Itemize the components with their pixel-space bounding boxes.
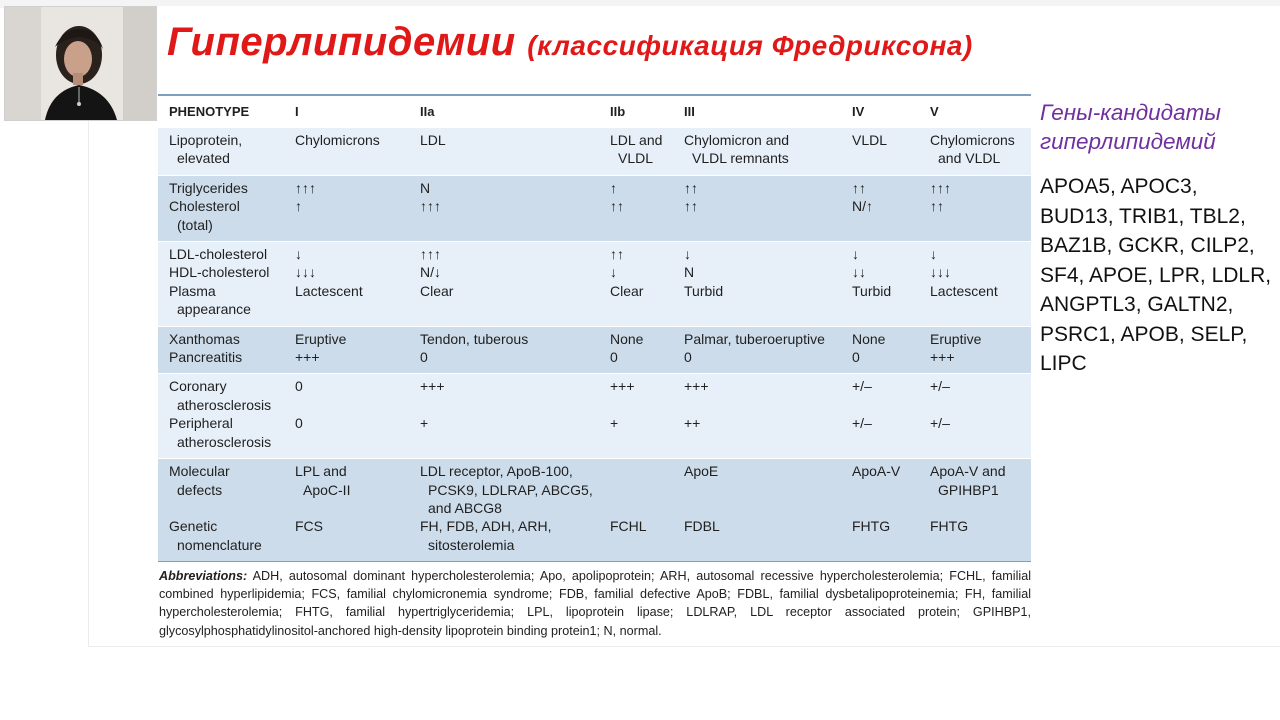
table-row: [158, 242, 1031, 264]
cell-line: ↑↑: [610, 246, 624, 263]
table-cell: [840, 517, 918, 561]
cell-line: LDL-cholesterol: [169, 246, 268, 263]
cell-line: Lactescent: [930, 282, 998, 299]
cell-line: FHTG: [930, 518, 969, 535]
fredrickson-phenotype-table: [158, 94, 1031, 562]
cell-line: HDL-cholesterol: [169, 264, 270, 281]
cell-line: Coronary: [169, 378, 227, 395]
cell-line: N/↓: [420, 264, 441, 281]
cell-line: Turbid: [852, 282, 892, 299]
cell-line: +: [610, 415, 619, 432]
table-cell: [408, 374, 598, 414]
cell-line: ++: [684, 415, 701, 432]
cell-line: Chylomicrons: [295, 132, 380, 148]
cell-line: GPIHBP1: [938, 481, 999, 498]
table-cell: [408, 197, 598, 241]
table-cell: [598, 326, 672, 348]
candidate-genes-list: APOA5, APOC3, BUD13, TRIB1, TBL2, BAZ1B, GCKR, CILP2, SF4, APOE, LPR, LDLR, ANGPTL3, GALTN2, PSRC1, APOB, SELP, LIPC: [1040, 175, 1272, 375]
table-cell: [598, 459, 672, 518]
row-label-cell: [158, 414, 283, 458]
cell-line: None: [610, 330, 644, 347]
table-cell: [598, 263, 672, 281]
table-cell: [840, 348, 918, 374]
cell-line: Peripheral: [169, 415, 233, 432]
abbreviations-footnote: [159, 567, 1031, 640]
table-cell: [840, 197, 918, 241]
candidate-genes-heading-line1: Гены-кандидаты: [1040, 100, 1221, 125]
table-row: [158, 175, 1031, 197]
cell-line: Xanthomas: [169, 330, 240, 347]
cell-line: N: [684, 264, 695, 281]
cell-line: ↓: [684, 246, 691, 263]
table-row: [158, 326, 1031, 348]
table-cell: [672, 517, 840, 561]
table-cell: [598, 282, 672, 326]
cell-line: ↑↑: [610, 198, 624, 215]
table-cell: [283, 175, 408, 197]
table-row: [158, 459, 1031, 518]
cell-line: ↑↑↑: [930, 179, 951, 196]
table-cell: [840, 128, 918, 176]
table-cell: [408, 282, 598, 326]
cell-line: ApoA-V and: [930, 463, 1006, 480]
cell-line: Palmar, tuberoeruptive: [684, 330, 825, 347]
cell-line: LDL: [420, 132, 446, 148]
cell-line: N/↑: [852, 198, 873, 215]
table-cell: [283, 517, 408, 561]
cell-line: LPL and: [295, 463, 347, 480]
table-cell: [918, 517, 1031, 561]
cell-line: ↑: [610, 179, 617, 196]
cell-line: VLDL: [618, 150, 654, 167]
cell-line: VLDL: [852, 132, 888, 148]
cell-line: ↑↑↑: [295, 179, 316, 196]
row-label-cell: [158, 374, 283, 414]
table-cell: [840, 459, 918, 518]
table-cell: [598, 128, 672, 176]
table-cell: [283, 263, 408, 281]
column-header: I: [283, 96, 408, 128]
table-cell: [918, 197, 1031, 241]
cell-line: Lipoprotein,: [169, 132, 243, 148]
abbreviations-label: Abbreviations:: [159, 569, 248, 583]
cell-line: ↓: [610, 264, 617, 281]
cell-line: ↑↑: [930, 198, 944, 215]
column-header: IIb: [598, 96, 672, 128]
table-cell: [918, 414, 1031, 458]
table-cell: [918, 326, 1031, 348]
table-row: [158, 374, 1031, 414]
table-cell: [672, 374, 840, 414]
table-cell: [408, 348, 598, 374]
column-header: IV: [840, 96, 918, 128]
cell-line: ↑↑: [852, 179, 866, 196]
table-cell: [598, 414, 672, 458]
table-header-row: [158, 96, 1031, 128]
cell-line: Plasma: [169, 282, 216, 299]
cell-line: ↑↑↑: [420, 246, 441, 263]
table-cell: [283, 242, 408, 264]
cell-line: +++: [930, 349, 955, 366]
table-cell: [408, 414, 598, 458]
table-cell: [408, 326, 598, 348]
row-label-cell: [158, 175, 283, 197]
table-cell: [840, 242, 918, 264]
row-label-cell: [158, 197, 283, 241]
cell-line: Lactescent: [295, 282, 363, 299]
cell-line: (total): [177, 216, 213, 233]
table-cell: [408, 128, 598, 176]
row-label-cell: [158, 242, 283, 264]
cell-line: ↑↑: [684, 198, 698, 215]
row-label-cell: [158, 263, 283, 281]
table-cell: [283, 282, 408, 326]
cell-line: ↑↑↑: [420, 198, 441, 215]
table-cell: [598, 348, 672, 374]
cell-line: FHTG: [852, 518, 891, 535]
cell-line: defects: [177, 481, 223, 498]
cell-line: +++: [295, 349, 320, 366]
cell-line: and ABCG8: [428, 499, 502, 516]
cell-line: Clear: [420, 282, 454, 299]
cell-line: None: [852, 330, 886, 347]
cell-line: +++: [684, 378, 709, 395]
table-cell: [598, 175, 672, 197]
row-label-cell: [158, 128, 283, 176]
cell-line: ↓↓↓: [930, 264, 951, 281]
cell-line: Chylomicrons: [930, 132, 1015, 148]
table-cell: [283, 326, 408, 348]
cell-line: ApoC-II: [303, 481, 351, 498]
table-cell: [598, 197, 672, 241]
table-cell: [840, 175, 918, 197]
cell-line: Cholesterol: [169, 198, 240, 215]
column-header: PHENOTYPE: [158, 96, 283, 128]
table-cell: [283, 348, 408, 374]
table-body: [158, 128, 1031, 562]
cell-line: and VLDL: [938, 150, 1001, 167]
cell-line: 0: [420, 349, 428, 366]
cell-line: FDBL: [684, 518, 720, 535]
table-cell: [918, 128, 1031, 176]
table-cell: [672, 282, 840, 326]
cell-line: nomenclature: [177, 536, 262, 553]
cell-line: +/–: [852, 415, 872, 432]
cell-line: Clear: [610, 282, 644, 299]
cell-line: ApoA-V: [852, 463, 901, 480]
cell-line: +/–: [930, 378, 950, 395]
cell-line: 0: [852, 349, 860, 366]
cell-line: ↓: [852, 246, 859, 263]
table-cell: [672, 128, 840, 176]
table-cell: [918, 459, 1031, 518]
table-cell: [840, 374, 918, 414]
table-cell: [672, 459, 840, 518]
table-cell: [918, 175, 1031, 197]
table-cell: [918, 263, 1031, 281]
column-header: III: [672, 96, 840, 128]
cell-line: Pancreatitis: [169, 349, 243, 366]
cell-line: Triglycerides: [169, 179, 248, 196]
table-cell: [672, 414, 840, 458]
table-cell: [672, 242, 840, 264]
table-cell: [918, 282, 1031, 326]
cell-line: elevated: [177, 150, 230, 167]
cell-line: PCSK9, LDLRAP, ABCG5,: [428, 481, 593, 498]
cell-line: 0: [295, 378, 303, 395]
cell-line: sitosterolemia: [428, 536, 515, 553]
table-cell: [283, 414, 408, 458]
table-row: [158, 197, 1031, 241]
cell-line: +/–: [852, 378, 872, 395]
table-row: [158, 263, 1031, 281]
row-label-cell: [158, 326, 283, 348]
table-cell: [918, 242, 1031, 264]
table-cell: [672, 348, 840, 374]
column-header: IIa: [408, 96, 598, 128]
table-cell: [408, 263, 598, 281]
candidate-genes-heading-line2: гиперлипидемий: [1040, 129, 1216, 154]
cell-line: FH, FDB, ADH, ARH,: [420, 518, 552, 535]
cell-line: +/–: [930, 415, 950, 432]
table-row: [158, 414, 1031, 458]
cell-line: ↓: [930, 246, 937, 263]
table-cell: [408, 459, 598, 518]
cell-line: ↑: [295, 198, 302, 215]
cell-line: atherosclerosis: [177, 396, 272, 413]
cell-line: Turbid: [684, 282, 724, 299]
cell-line: Genetic: [169, 518, 218, 535]
table-cell: [840, 414, 918, 458]
table-cell: [672, 197, 840, 241]
cell-line: LDL receptor, ApoB-100,: [420, 463, 573, 480]
column-header: V: [918, 96, 1031, 128]
row-label-cell: [158, 348, 283, 374]
table-cell: [840, 263, 918, 281]
cell-line: 0: [295, 415, 303, 432]
table-row: [158, 348, 1031, 374]
cell-line: +++: [420, 378, 445, 395]
row-label-cell: [158, 517, 283, 561]
table-cell: [918, 348, 1031, 374]
cell-line: atherosclerosis: [177, 433, 272, 450]
table-cell: [672, 175, 840, 197]
table-cell: [408, 242, 598, 264]
cell-line: Molecular: [169, 463, 230, 480]
table-cell: [283, 128, 408, 176]
cell-line: +++: [610, 378, 635, 395]
cell-line: ↓↓↓: [295, 264, 316, 281]
table-row: [158, 517, 1031, 561]
cell-line: N: [420, 179, 431, 196]
abbreviations-text: ADH, autosomal dominant hypercholesterolemia; Apo, apolipoprotein; ARH, autosomal recessive hypercholesterolemia; FCHL, familial combined hyperlipidemia; FCS, familial chylomicronemia syndrome; FDB, familial defective ApoB; FDBL, familial dysbetalipoproteinemia; FH, familial hypercholesterolemia; FHTG, familial hypertriglyceridemia; LPL, lipoprotein lipase; LDLRAP, LDL receptor associated protein; GPIHBP1, glycosylphosphatidylinositol-anchored high-density lipoprotein binding protein1; N, normal.: [159, 569, 1031, 638]
cell-line: FCHL: [610, 518, 647, 535]
table-cell: [283, 459, 408, 518]
cell-line: ApoE: [684, 463, 719, 480]
cell-line: Chylomicron and: [684, 132, 790, 148]
slide-title-subtitle: (классификация Фредриксона): [527, 30, 973, 61]
table-cell: [408, 175, 598, 197]
cell-line: ↓: [295, 246, 302, 263]
cell-line: 0: [684, 349, 692, 366]
table-row: [158, 128, 1031, 176]
table-cell: [408, 517, 598, 561]
table-cell: [840, 326, 918, 348]
table-cell: [598, 374, 672, 414]
table-cell: [672, 326, 840, 348]
table-cell: [840, 282, 918, 326]
table-cell: [598, 517, 672, 561]
phenotype-table: [158, 96, 1031, 561]
table-cell: [672, 263, 840, 281]
presenter-video-frame: [5, 7, 156, 120]
table-cell: [283, 374, 408, 414]
row-label-cell: [158, 282, 283, 326]
table-cell: [598, 242, 672, 264]
webcam-video-overlay: [4, 6, 157, 121]
slide-title-main: Гиперлипидемии: [167, 20, 516, 64]
table-cell: [918, 374, 1031, 414]
slide-title: [167, 20, 973, 65]
row-label-cell: [158, 459, 283, 518]
table-row: [158, 282, 1031, 326]
cell-line: Eruptive: [930, 330, 982, 347]
table-cell: [283, 197, 408, 241]
cell-line: +: [420, 415, 429, 432]
cell-line: ↓↓: [852, 264, 866, 281]
cell-line: ↑↑: [684, 179, 698, 196]
cell-line: Tendon, tuberous: [420, 330, 529, 347]
cell-line: VLDL remnants: [692, 150, 789, 167]
candidate-genes-heading: [1040, 98, 1221, 156]
cell-line: FCS: [295, 518, 323, 535]
cell-line: 0: [610, 349, 618, 366]
cell-line: appearance: [177, 301, 251, 318]
cell-line: Eruptive: [295, 330, 347, 347]
cell-line: LDL and: [610, 132, 663, 148]
